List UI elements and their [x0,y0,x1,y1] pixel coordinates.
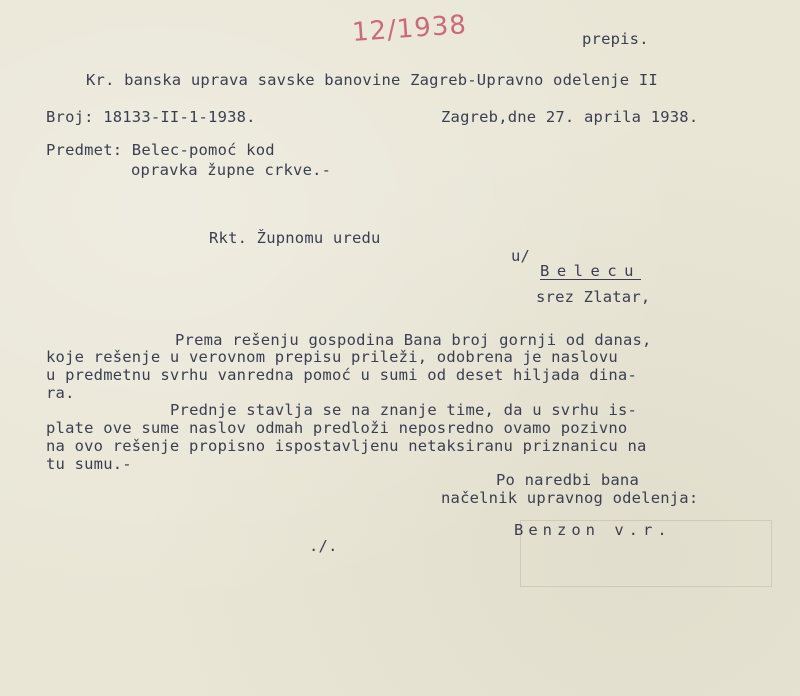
addressee-office: Rkt. Župnomu uredu [209,229,381,247]
subject-line-2: opravka župne crkve.- [131,161,332,179]
signatory-name: Benzon v.r. [514,521,672,539]
body-line-4: ra. [46,384,75,402]
signature-line-1: Po naredbi bana [496,471,639,489]
place-date: Zagreb,dne 27. aprila 1938. [441,108,699,126]
body-line-2: koje rešenje u verovnom prepisu prileži, odobrena je naslovu [46,348,618,366]
addressee-place: Belecu [540,262,641,280]
body-line-7: na ovo rešenje propisno ispostavljenu netaksiranu priznanicu na [46,437,647,455]
body-line-1: Prema rešenju gospodina Bana broj gornji od danas, [175,331,652,349]
letterhead: Kr. banska uprava savske banovine Zagreb-Upravno odelenje II [86,71,658,89]
body-line-3: u predmetnu svrhu vanredna pomoć u sumi od deset hiljada dina- [46,366,637,384]
body-line-5: Prednje stavlja se na znanje time, da u svrhu is- [170,401,638,419]
signature-line-2: načelnik upravnog odelenja: [441,489,699,507]
copy-mark: prepis. [582,30,649,48]
addressee-preposition: u/ [511,247,531,265]
reference-number: Broj: 18133-II-1-1938. [46,108,256,126]
footer-mark: ./. [309,537,338,555]
body-line-6: plate ove sume naslov odmah predloži neposredno ovamo pozivno [46,419,628,437]
body-line-8: tu sumu.- [46,455,132,473]
handwritten-archive-number: 12/1938 [351,10,468,48]
subject-line-1: Predmet: Belec-pomoć kod [46,141,275,159]
addressee-district: srez Zlatar, [536,288,651,306]
